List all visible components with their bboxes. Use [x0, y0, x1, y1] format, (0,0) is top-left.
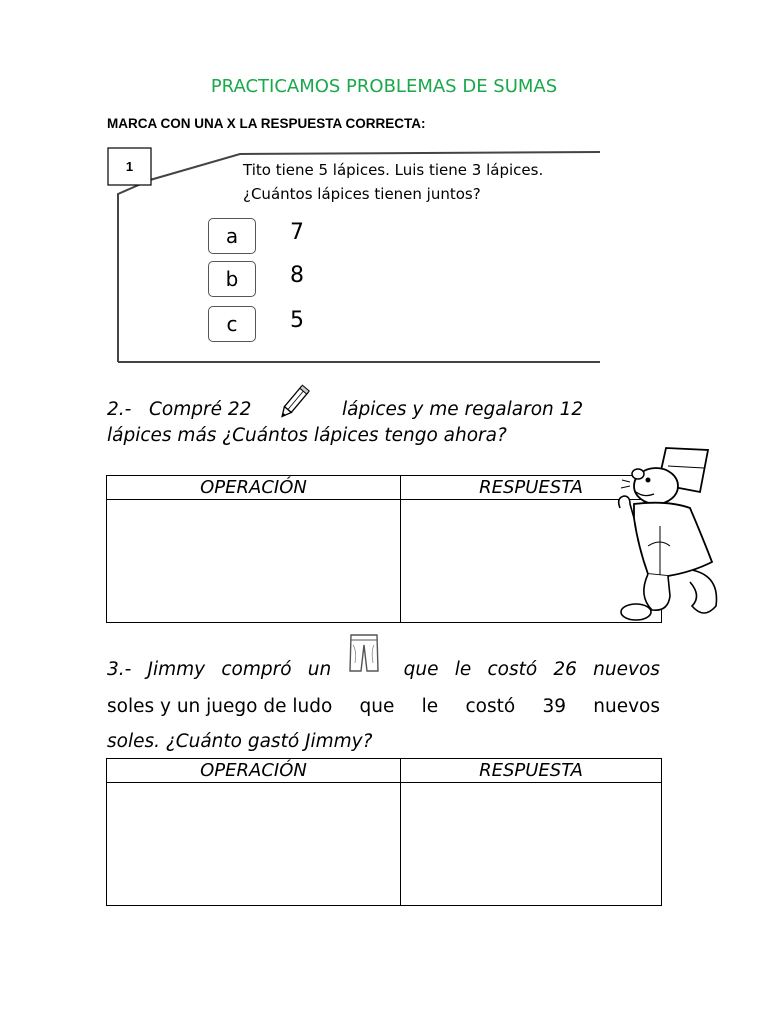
option-b[interactable] [208, 261, 368, 297]
word: un [307, 659, 332, 680]
operation-cell[interactable] [107, 783, 401, 906]
question-1-text-line2: ¿Cuántos lápices tienen juntos? [243, 185, 481, 203]
question-3-line2 [107, 692, 660, 729]
word: soles y un juego de ludo [107, 696, 333, 717]
option-c[interactable] [208, 306, 368, 342]
word: costó [465, 696, 516, 717]
word: le [454, 659, 472, 680]
pants-icon [347, 633, 387, 673]
word: que [359, 696, 395, 717]
question-2-text-start: 2.- Compré 22 [107, 399, 252, 420]
word: nuevos [593, 659, 660, 680]
option-letter-box[interactable]: b [208, 261, 256, 297]
word: 26 [553, 659, 577, 680]
answer-cell[interactable] [401, 783, 662, 906]
option-value: 5 [290, 308, 304, 333]
word: costó [487, 659, 538, 680]
mascot-illustration [608, 446, 723, 626]
question-3-line3: soles. ¿Cuánto gastó Jimmy? [107, 731, 373, 752]
operation-header: OPERACIÓN [107, 476, 401, 500]
option-value: 8 [290, 263, 304, 288]
answer-header: RESPUESTA [401, 476, 662, 500]
word: compró [221, 659, 292, 680]
page-title: PRACTICAMOS PROBLEMAS DE SUMAS [210, 76, 558, 97]
word: 3.- [107, 659, 132, 680]
question-2-text-end: lápices y me regalaron 12 [342, 399, 584, 420]
operation-cell[interactable] [107, 500, 401, 623]
question-2-line2: lápices más ¿Cuántos lápices tengo ahora? [107, 425, 507, 446]
answer-header: RESPUESTA [401, 759, 662, 783]
word: que [403, 659, 439, 680]
pencil-icon [277, 384, 311, 422]
instruction-text: MARCA CON UNA X LA RESPUESTA CORRECTA: [107, 116, 426, 131]
question-2-answer-table [106, 475, 662, 623]
word: le [421, 696, 439, 717]
operation-header: OPERACIÓN [107, 759, 401, 783]
question-1-card [100, 142, 610, 370]
option-letter-box[interactable]: c [208, 306, 256, 342]
word: 39 [542, 696, 566, 717]
option-value: 7 [290, 220, 304, 245]
question-3-answer-table [106, 758, 662, 906]
word: nuevos [593, 696, 660, 717]
word: Jimmy [147, 659, 206, 680]
question-3-text [107, 655, 660, 755]
option-a[interactable] [208, 218, 368, 254]
question-3-line1 [107, 655, 660, 692]
option-letter-box[interactable]: a [208, 218, 256, 254]
question-1-number: 1 [125, 159, 134, 174]
question-1-text-line1: Tito tiene 5 lápices. Luis tiene 3 lápices. [243, 161, 544, 179]
